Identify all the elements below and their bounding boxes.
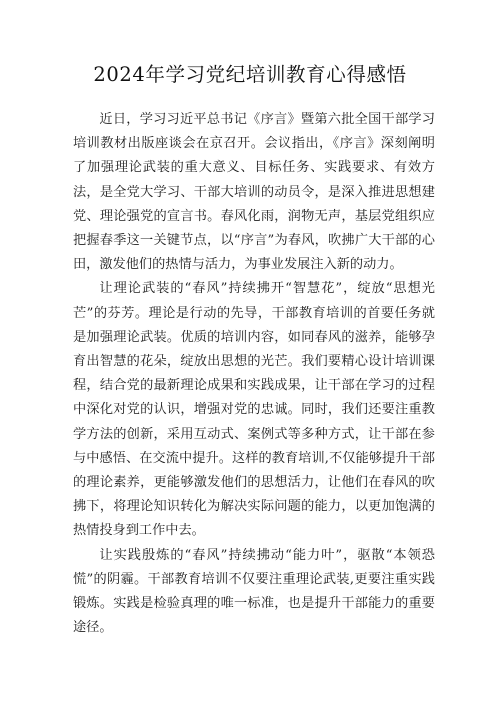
document-title: 2024年学习党纪培训教育心得感悟 (93, 63, 407, 86)
paragraph-2: 让理论武装的“春风”持续拂开“智慧花”，绽放“思想光芒”的芬芳。理论是行动的先导，干部教育培训的首要任务就是加强理论武装。优质的培训内容，如同春风的滋养，能够孕育出智慧的花朵，绽放出思想的光芒。我们要精心设计培训课程，结合党的最新理论成果和实践成果，让干部在学习的过程中深化对党的认识，增强对党的忠诚。同时，我们还要注重教学方法的创新，采用互动式、案例式等多种方式，让干部在参与中感悟、在交流中提升。这样的教育培训,不仅能够提升干部的理论素养，更能够激发他们的思想活力，让他们在春风的吹拂下，将理论知识转化为解决实际问题的能力，以更加饱满的热情投身到工作中去。 (73, 281, 435, 539)
paragraph-3: 让实践殷炼的“春风”持续拂动“能力叶”，驱散“本领恐慌”的阴霾。干部教育培训不仅要注重理论武装,更要注重实践锻炼。实践是检验真理的唯一标准，也是提升干部能力的重要途径。 (73, 547, 435, 636)
paragraph-1: 近日，学习习近平总书记《序言》暨第六批全国干部学习培训教材出版座谈会在京召开。会议指出，《序言》深刻阐明了加强理论武装的重大意义、目标任务、实践要求、有效方法，是全党大学习、干部大培训的动员令，是深入推进思想建党、理论强党的宣言书。春风化雨，润物无声，基层党组织应把握春季这一关键节点，以“序言”为春风，吹拂广大干部的心田，激发他们的热情与活力，为事业发展注入新的动力。 (73, 112, 435, 273)
document-body (73, 108, 435, 640)
